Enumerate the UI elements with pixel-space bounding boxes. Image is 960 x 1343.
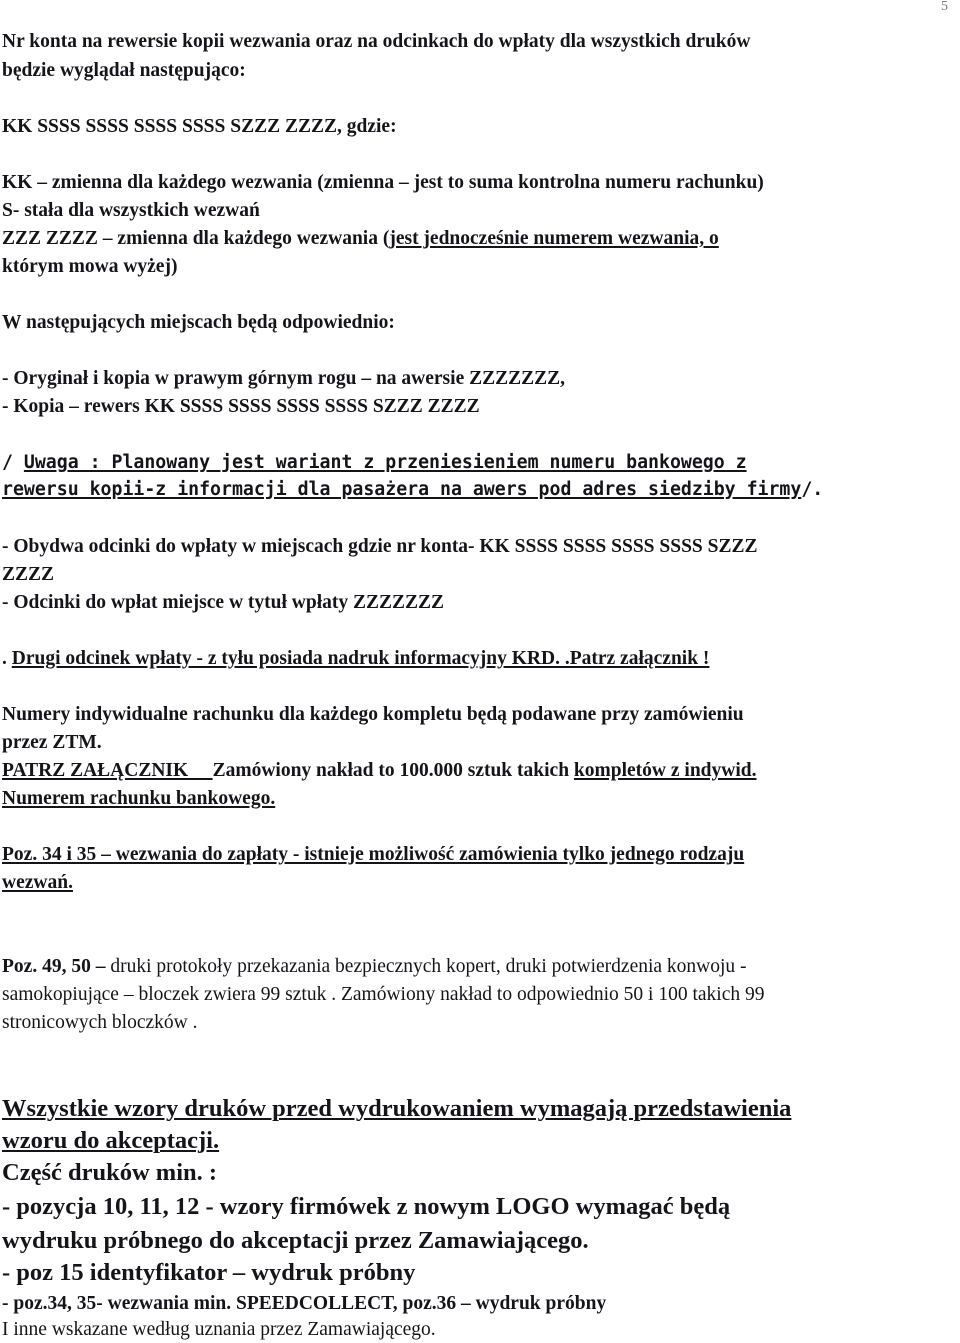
paragraph-line: Poz. 34 i 35 – wezwania do zapłaty - istnieje możliwość zamówienia tylko jednego rodzaju [2,844,745,865]
paragraph-line: ZZZZ [2,564,55,585]
underlined-span: kompletów z indywid. [573,760,757,781]
paragraph-line: S- stała dla wszystkich wezwań [2,200,260,221]
paragraph-line [2,225,719,252]
paragraph-line: KK SSSS SSSS SSSS SSSS SZZZ ZZZZ, gdzie: [2,116,397,137]
note-line [2,476,823,503]
paragraph-line: będzie wyglądał następująco: [2,60,246,81]
bold-span: Poz. 49, 50 – [2,956,111,977]
heading-line: Wszystkie wzory druków przed wydrukowaniem wymagają przedstawienia [2,1095,792,1122]
text-span: / [2,452,24,473]
page-number: 5 [941,0,948,14]
paragraph-line: wezwań. [2,872,73,893]
heading-line: wzoru do akceptacji. [2,1127,220,1154]
paragraph-line: Numerem rachunku bankowego. [2,788,276,809]
underlined-span: PATRZ ZAŁĄCZNIK [2,760,213,781]
text-span: . [2,648,12,669]
paragraph-line: - Odcinki do wpłat miejsce w tytuł wpłaty ZZZZZZZ [2,592,445,613]
paragraph-line: Nr konta na rewersie kopii wezwania oraz na odcinkach do wpłaty dla wszystkich druków [2,31,751,52]
note-line [2,449,747,476]
paragraph-line: - Obydwa odcinki do wpłaty w miejscach gdzie nr konta- KK SSSS SSSS SSSS SSSS SZZZ [2,536,758,557]
paragraph-line: I inne wskazane według uznania przez Zamawiającego. [2,1319,436,1340]
paragraph-line: - poz.34, 35- wezwania min. SPEEDCOLLECT, poz.36 – wydruk próbny [2,1293,607,1314]
text-span: ZZZ ZZZZ – zmienna dla każdego wezwania ( [2,228,390,249]
paragraph-line: samokopiujące – bloczek zwiera 99 sztuk . Zamówiony nakład to odpowiednio 50 i 100 takich 99 [2,984,765,1005]
heading-line: - pozycja 10, 11, 12 - wzory firmówek z nowym LOGO wymagać będą [2,1193,731,1220]
paragraph-line [2,953,747,980]
underlined-span: rewersu kopii-z informacji dla pasażera na awers pod adres siedziby firmy [2,479,802,500]
paragraph-line: Numery indywidualne rachunku dla każdego kompletu będą podawane przy zamówieniu [2,704,744,725]
paragraph-line: W następujących miejscach będą odpowiednio: [2,312,395,333]
paragraph-line [2,645,709,672]
paragraph-line: którym mowa wyżej) [2,256,178,277]
paragraph-line: przez ZTM. [2,732,102,753]
paragraph-line: - Kopia – rewers KK SSSS SSSS SSSS SSSS SZZZ ZZZZ [2,396,480,417]
heading-line: - poz 15 identyfikator – wydruk próbny [2,1259,416,1286]
paragraph-line: KK – zmienna dla każdego wezwania (zmienna – jest to suma kontrolna numeru rachunku) [2,172,764,193]
underlined-span: jest jednocześnie numerem wezwania, o [389,228,719,249]
heading-line: Część druków min. : [2,1159,218,1186]
heading-line: wydruku próbnego do akceptacji przez Zamawiającego. [2,1227,589,1254]
underlined-span: Uwaga : Planowany jest wariant z przeniesieniem numeru bankowego z [23,452,747,473]
paragraph-line [2,757,757,784]
text-span: Zamówiony nakład to 100.000 sztuk takich [212,760,574,781]
text-span: /. [801,479,824,500]
paragraph-line: stronicowych bloczków . [2,1012,198,1033]
paragraph-line: - Oryginał i kopia w prawym górnym rogu – na awersie ZZZZZZZ, [2,368,566,389]
text-span: druki protokoły przekazania bezpiecznych kopert, druki potwierdzenia konwoju - [110,956,747,977]
underlined-span: Drugi odcinek wpłaty - z tyłu posiada nadruk informacyjny KRD. .Patrz załącznik ! [11,648,710,669]
